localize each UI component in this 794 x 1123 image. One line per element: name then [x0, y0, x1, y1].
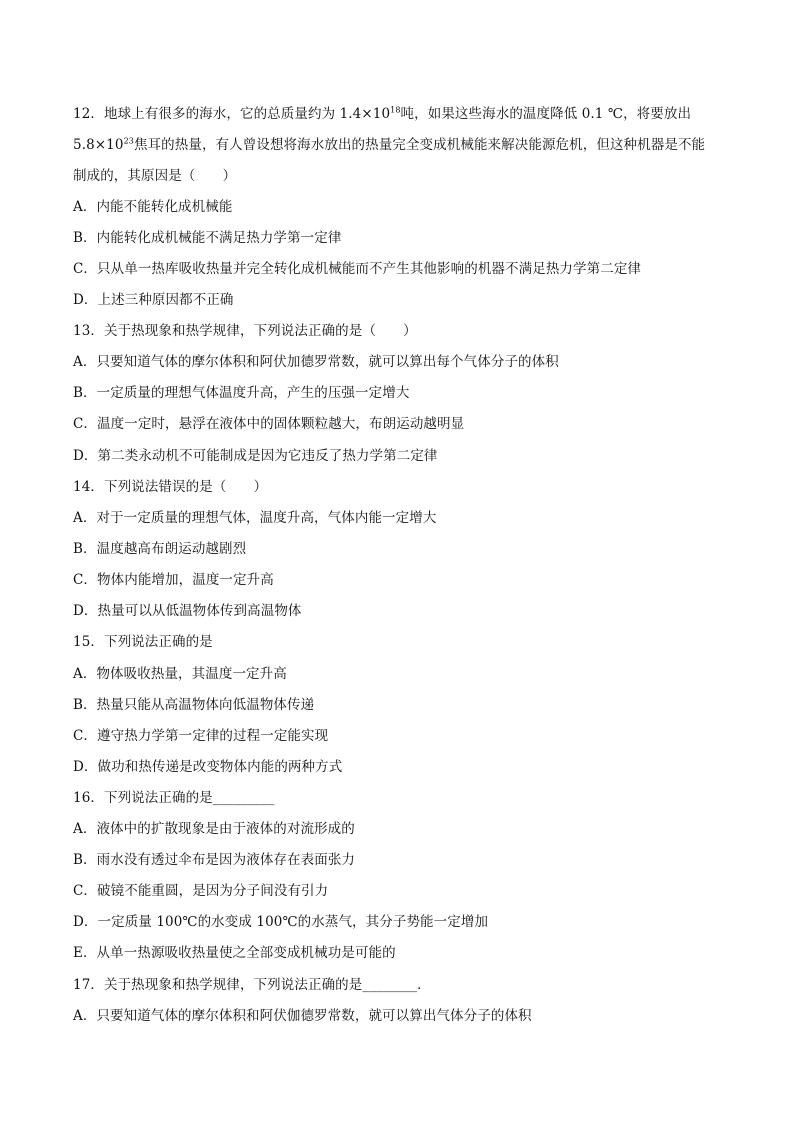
question-15-option-b: B．热量只能从高温物体向低温物体传递	[73, 697, 315, 713]
question-12-option-b: B．内能转化成机械能不满足热力学第一定律	[73, 230, 342, 246]
question-14-option-a: A．对于一定质量的理想气体，温度升高，气体内能一定增大	[73, 510, 437, 526]
stem-text: 焦耳的热量，有人曾设想将海水放出的热量完全变成机械能来解决能源危机，但这种机器是不能	[133, 137, 706, 153]
question-15-option-c: C．遵守热力学第一定律的过程一定能实现	[73, 728, 329, 744]
question-15-option-d: D．做功和热传递是改变物体内能的两种方式	[73, 759, 343, 775]
question-12-stem-line-2	[73, 135, 733, 155]
question-12-stem-line-3: 制成的，其原因是（ ）	[73, 168, 237, 184]
question-13-option-b: B．一定质量的理想气体温度升高，产生的压强一定增大	[73, 385, 410, 401]
question-16-option-b: B．雨水没有透过伞布是因为液体存在表面张力	[73, 852, 356, 868]
question-12-option-d: D．上述三种原因都不正确	[73, 292, 234, 308]
question-16-option-c: C．破镜不能重圆，是因为分子间没有引力	[73, 883, 329, 899]
question-16-option-d: D．一定质量 100℃的水变成 100℃的水蒸气，其分子势能一定增加	[73, 914, 489, 930]
question-16-option-a: A．液体中的扩散现象是由于液体的对流形成的	[73, 821, 355, 837]
question-15-option-a: A．物体吸收热量，其温度一定升高	[73, 666, 287, 682]
question-13-option-d: D．第二类永动机不可能制成是因为它违反了热力学第二定律	[73, 448, 438, 464]
question-13-option-a: A．只要知道气体的摩尔体积和阿伏加德罗常数，就可以算出每个气体分子的体积	[73, 354, 559, 370]
question-15-stem: 15．下列说法正确的是	[73, 634, 213, 650]
question-13-stem: 13．关于热现象和热学规律，下列说法正确的是（ ）	[73, 323, 417, 339]
exponent: 18	[390, 105, 401, 115]
question-16-option-e: E．从单一热源吸收热量使之全部变成机械功是可能的	[73, 945, 396, 961]
question-14-option-c: C．物体内能增加，温度一定升高	[73, 572, 274, 588]
exponent: 23	[123, 136, 134, 146]
question-12-option-c: C．只从单一热库吸收热量并完全转化成机械能而不产生其他影响的机器不满足热力学第二定律	[73, 261, 642, 277]
question-12-option-a: A．内能不能转化成机械能	[73, 199, 233, 215]
question-14-option-d: D．热量可以从低温物体传到高温物体	[73, 603, 302, 619]
question-13-option-c: C．温度一定时，悬浮在液体中的固体颗粒越大，布朗运动越明显	[73, 416, 465, 432]
question-17-option-a: A．只要知道气体的摩尔体积和阿伏伽德罗常数，就可以算出气体分子的体积	[73, 1008, 532, 1024]
question-16-stem: 16．下列说法正确的是_________	[73, 790, 275, 806]
question-17-stem: 17．关于热现象和热学规律，下列说法正确的是________．	[73, 977, 431, 993]
stem-text: 5.8×10	[73, 137, 124, 153]
stem-text: 12．地球上有很多的海水，它的总质量约为 1.4×10	[73, 106, 391, 122]
stem-text: 吨，如果这些海水的温度降低 0.1 ℃，将要放出	[400, 106, 692, 122]
question-14-stem: 14．下列说法错误的是（ ）	[73, 479, 268, 495]
question-12-stem-line-1	[73, 104, 733, 124]
question-14-option-b: B．温度越高布朗运动越剧烈	[73, 541, 247, 557]
